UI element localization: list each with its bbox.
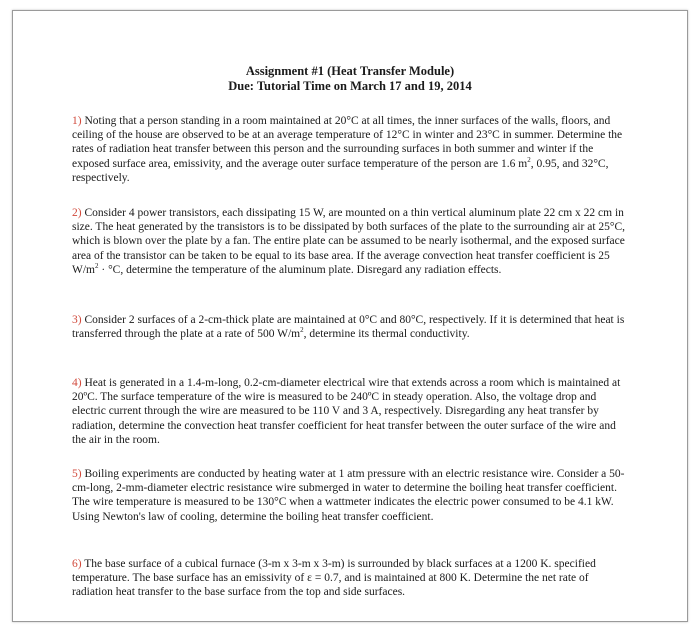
- question-number: 2): [72, 207, 82, 219]
- superscript: 2: [95, 261, 99, 270]
- due-date: Due: Tutorial Time on March 17 and 19, 2014: [228, 79, 472, 93]
- question-5: [72, 467, 629, 524]
- superscript: 2: [527, 155, 531, 164]
- question-text: · °C, determine the temperature of the aluminum plate. Disregard any radiation effects.: [98, 263, 502, 276]
- question-number: 1): [72, 115, 82, 127]
- question-text: Noting that a person standing in a room maintained at 20°C at all times, the inner surfaces of the walls, floors, and ceiling of the house are observed to be at an average temperature of 12°C in winter and 23°C in summer. Determine the rates of radiation heat transfer between this person and the surrounding surfaces in both summer and winter if the exposed surface area, emissivity, and the average outer surface temperature of the person are 1.6 m: [72, 115, 623, 170]
- assignment-title: Assignment #1 (Heat Transfer Module): [245, 64, 455, 78]
- question-text: , 0.95, and 32°C, respectively.: [72, 157, 609, 184]
- question-text: Boiling experiments are conducted by heating water at 1 atm pressure with an electric resistance wire. Consider a 50-cm-long, 2-mm-diameter electric resistance wire submerged in water to determine the boiling heat transfer coefficient. The wire temperature is measured to be 130°C when a wattmeter indicates the electric power consumed to be 4.1 kW. Using Newton's law of cooling, determine the boiling heat transfer coefficient.: [72, 468, 625, 523]
- question-number: 3): [72, 314, 82, 326]
- question-text: Consider 2 surfaces of a 2-cm-thick plate are maintained at 0°C and 80°C, respectively. If it is determined that heat is transferred through the plate at a rate of 500 W/m: [72, 314, 625, 341]
- question-number: 6): [72, 558, 82, 570]
- superscript: 2: [300, 326, 304, 335]
- question-3: [72, 313, 629, 341]
- question-number: 4): [72, 377, 82, 389]
- question-number: 5): [72, 468, 82, 480]
- question-text: , determine its thermal conductivity.: [303, 328, 470, 341]
- question-text: The base surface of a cubical furnace (3-m x 3-m x 3-m) is surrounded by black surfaces at a 1200 K. specified temperature. The base surface has an emissivity of ε = 0.7, and is maintained at 800 K. Determine the net rate of radiation heat transfer to the base surface from the top and side surfaces.: [72, 558, 596, 599]
- question-1: [72, 114, 629, 185]
- question-2: [72, 206, 629, 277]
- question-text: Consider 4 power transistors, each dissipating 15 W, are mounted on a thin vertical aluminum plate 22 cm x 22 cm in size. The heat generated by the transistors is to be dissipated by both surfaces of the plate to the surrounding air at 25°C, which is blown over the plate by a fan. The entire plate can be assumed to be nearly isothermal, and the exposed surface area of the transistor can be taken to be equal to its base area. If the average convection heat transfer coefficient is 25 W/m: [72, 207, 626, 276]
- question-4: [72, 376, 629, 447]
- question-6: [72, 557, 629, 600]
- question-text: Heat is generated in a 1.4-m-long, 0.2-cm-diameter electrical wire that extends across a room which is maintained at 20ºC. The surface temperature of the wire is measured to be 240ºC in steady operation. Also, the voltage drop and electric current through the wire are measured to be 110 V and 3 A, respectively. Disregarding any heat transfer by radiation, determine the convection heat transfer coefficient for heat transfer between the outer surface of the wire and the air in the room.: [72, 377, 621, 446]
